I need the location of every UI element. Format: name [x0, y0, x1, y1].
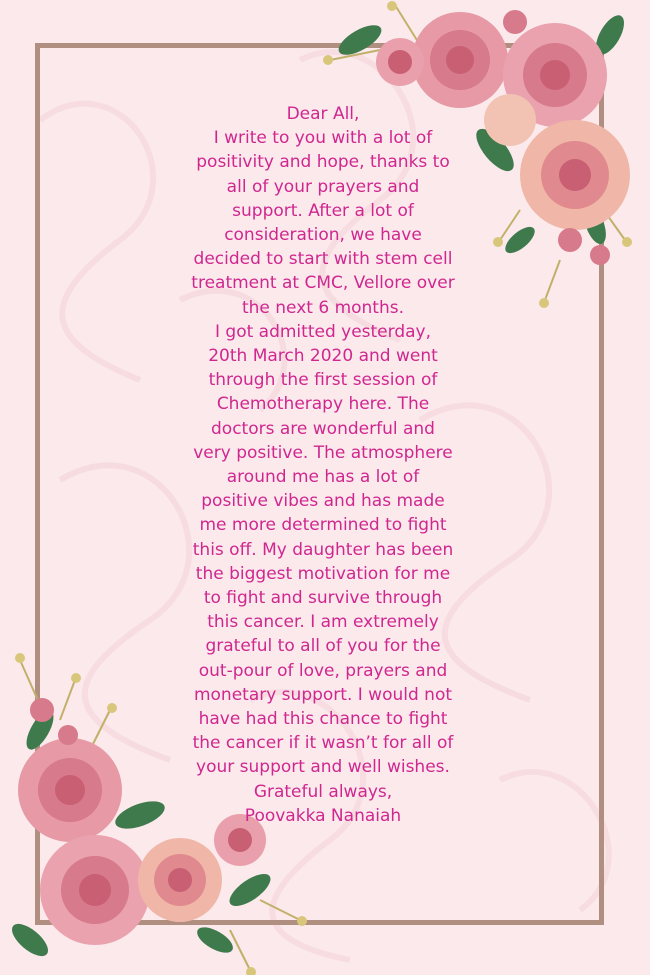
- letter-line: I write to you with a lot of: [213, 128, 433, 149]
- letter-line: out-pour of love, prayers and: [198, 660, 448, 681]
- letter-line: me more determined to fight: [199, 515, 447, 536]
- letter-line: to fight and survive through: [203, 588, 443, 609]
- letter-signature: Poovakka Nanaiah: [244, 805, 402, 826]
- letter-line: grateful to all of you for the: [205, 636, 441, 657]
- letter-line: very positive. The atmosphere: [193, 442, 453, 463]
- letter-closing: Grateful always,: [253, 781, 393, 802]
- letter-line: the biggest motivation for me: [195, 563, 451, 584]
- letter-line: treatment at CMC, Vellore over: [191, 273, 455, 294]
- letter-line: positive vibes and has made: [201, 491, 445, 512]
- letter-line: through the first session of: [208, 370, 438, 391]
- letter-line: monetary support. I would not: [193, 684, 453, 705]
- letter-text: [168, 102, 478, 828]
- letter-line: positivity and hope, thanks to: [196, 152, 450, 173]
- letter-line: decided to start with stem cell: [193, 249, 453, 270]
- letter-line: 20th March 2020 and went: [208, 346, 438, 367]
- letter-line: I got admitted yesterday,: [214, 321, 432, 342]
- letter-line: all of your prayers and: [226, 176, 420, 197]
- letter-line: around me has a lot of: [226, 467, 420, 488]
- letter-line: doctors are wonderful and: [211, 418, 435, 439]
- letter-line: this off. My daughter has been: [192, 539, 454, 560]
- letter-line: the next 6 months.: [241, 297, 405, 318]
- letter-line: support. After a lot of: [232, 200, 414, 221]
- letter-line: Chemotherapy here. The: [216, 394, 430, 415]
- letter-line: Dear All,: [286, 104, 360, 124]
- letter-line: this cancer. I am extremely: [207, 612, 439, 633]
- letter-line: have had this chance to fight: [198, 709, 448, 730]
- letter-line: consideration, we have: [224, 225, 422, 246]
- letter-line: your support and well wishes.: [196, 757, 450, 778]
- letter-line: the cancer if it wasn’t for all of: [192, 733, 454, 754]
